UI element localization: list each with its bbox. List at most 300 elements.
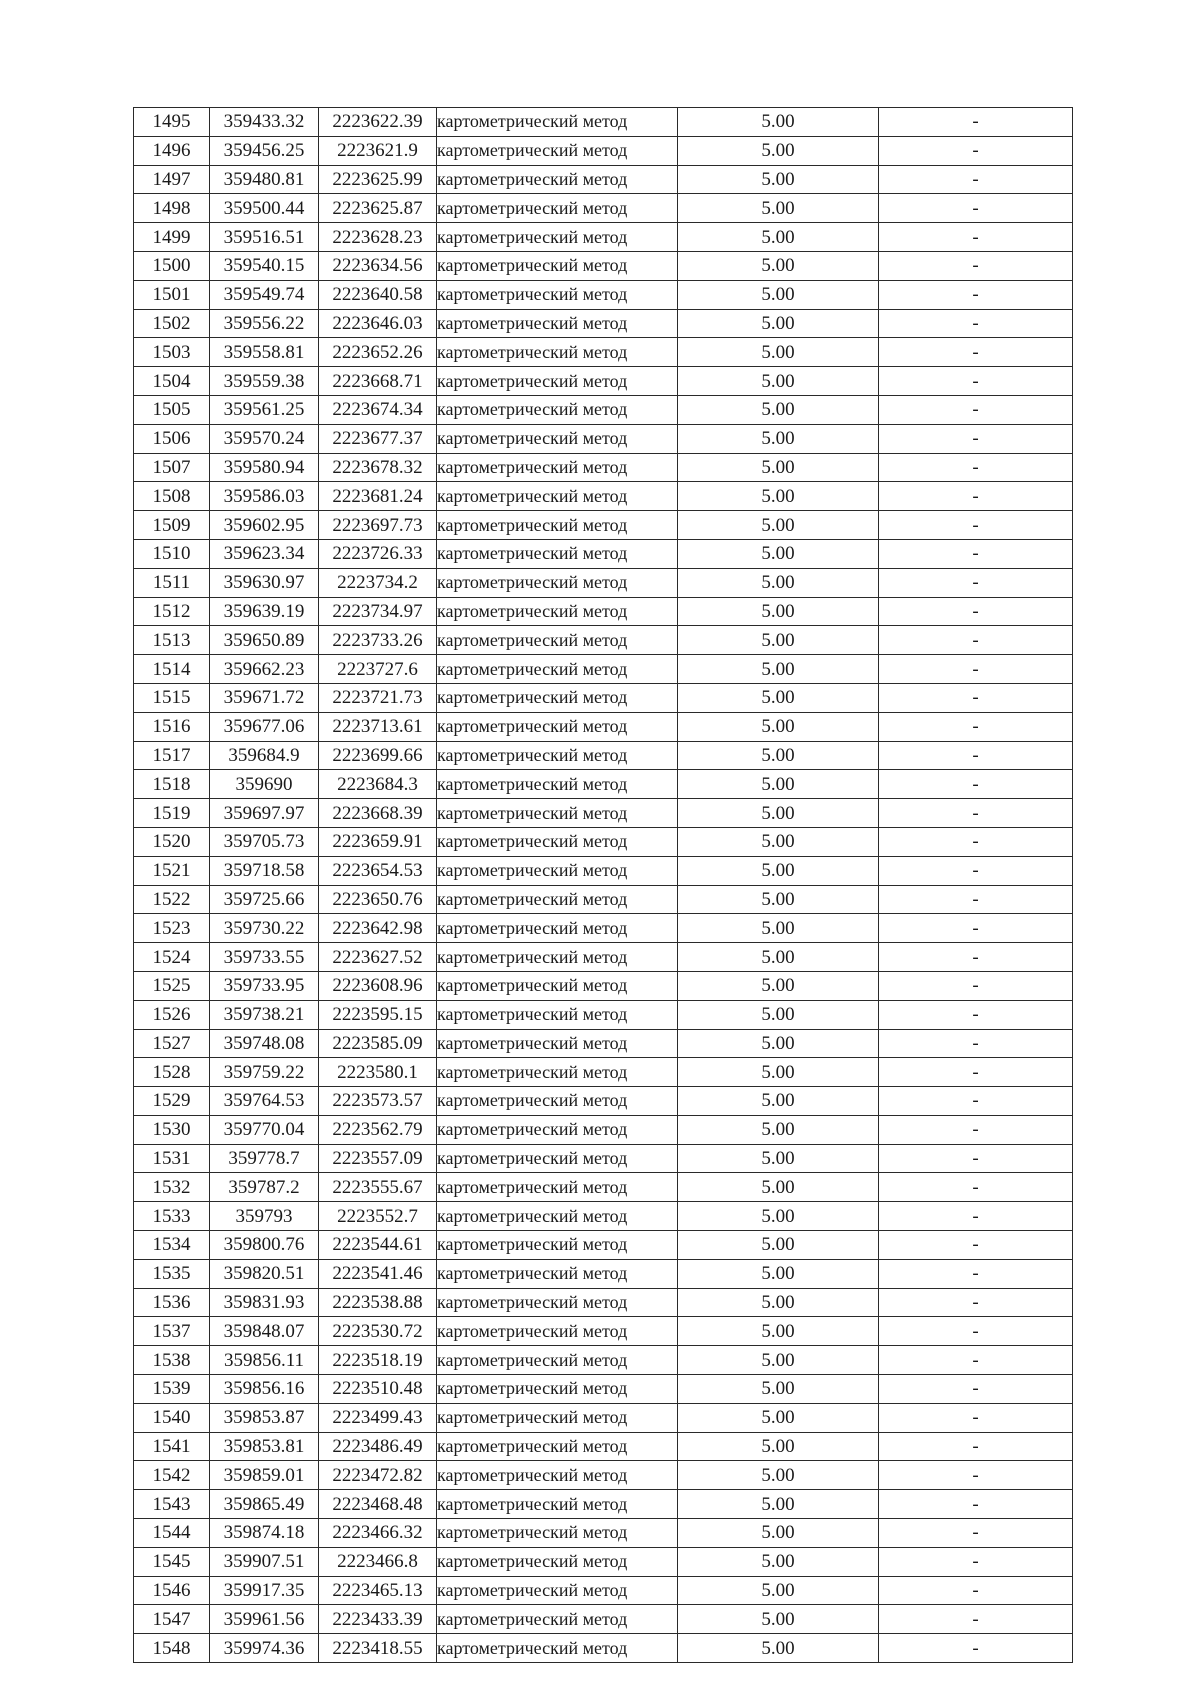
table-row (134, 1202, 1073, 1231)
accuracy-cell: 5.00 (678, 539, 879, 568)
method-cell: картометрический метод (437, 1259, 678, 1288)
description-cell: - (879, 1547, 1073, 1576)
description-cell: - (879, 770, 1073, 799)
table-row (134, 1317, 1073, 1346)
description-cell: - (879, 1087, 1073, 1116)
point-number-cell: 1547 (134, 1605, 210, 1634)
accuracy-cell: 5.00 (678, 108, 879, 137)
description-cell: - (879, 943, 1073, 972)
description-cell: - (879, 1173, 1073, 1202)
x-coordinate-cell: 359730.22 (210, 914, 319, 943)
description-cell: - (879, 1288, 1073, 1317)
method-cell: картометрический метод (437, 971, 678, 1000)
point-number-cell: 1508 (134, 482, 210, 511)
method-cell: картометрический метод (437, 712, 678, 741)
point-number-cell: 1509 (134, 511, 210, 540)
table-row (134, 885, 1073, 914)
description-cell: - (879, 1202, 1073, 1231)
coordinates-table (133, 107, 1073, 1663)
accuracy-cell: 5.00 (678, 971, 879, 1000)
point-number-cell: 1512 (134, 597, 210, 626)
description-cell: - (879, 712, 1073, 741)
point-number-cell: 1506 (134, 424, 210, 453)
description-cell: - (879, 108, 1073, 137)
description-cell: - (879, 655, 1073, 684)
y-coordinate-cell: 2223654.53 (319, 856, 437, 885)
accuracy-cell: 5.00 (678, 1519, 879, 1548)
x-coordinate-cell: 359677.06 (210, 712, 319, 741)
table-row (134, 1115, 1073, 1144)
method-cell: картометрический метод (437, 770, 678, 799)
description-cell: - (879, 971, 1073, 1000)
point-number-cell: 1548 (134, 1634, 210, 1663)
point-number-cell: 1533 (134, 1202, 210, 1231)
table-row (134, 1346, 1073, 1375)
x-coordinate-cell: 359671.72 (210, 683, 319, 712)
y-coordinate-cell: 2223544.61 (319, 1231, 437, 1260)
point-number-cell: 1513 (134, 626, 210, 655)
y-coordinate-cell: 2223642.98 (319, 914, 437, 943)
y-coordinate-cell: 2223699.66 (319, 741, 437, 770)
accuracy-cell: 5.00 (678, 251, 879, 280)
table-row (134, 1547, 1073, 1576)
point-number-cell: 1530 (134, 1115, 210, 1144)
description-cell: - (879, 597, 1073, 626)
x-coordinate-cell: 359500.44 (210, 194, 319, 223)
x-coordinate-cell: 359787.2 (210, 1173, 319, 1202)
x-coordinate-cell: 359865.49 (210, 1490, 319, 1519)
y-coordinate-cell: 2223518.19 (319, 1346, 437, 1375)
point-number-cell: 1500 (134, 251, 210, 280)
table-row (134, 280, 1073, 309)
method-cell: картометрический метод (437, 280, 678, 309)
x-coordinate-cell: 359456.25 (210, 136, 319, 165)
point-number-cell: 1527 (134, 1029, 210, 1058)
table-row (134, 223, 1073, 252)
accuracy-cell: 5.00 (678, 1173, 879, 1202)
method-cell: картометрический метод (437, 943, 678, 972)
y-coordinate-cell: 2223652.26 (319, 338, 437, 367)
y-coordinate-cell: 2223562.79 (319, 1115, 437, 1144)
point-number-cell: 1520 (134, 827, 210, 856)
description-cell: - (879, 309, 1073, 338)
table-row (134, 1375, 1073, 1404)
method-cell: картометрический метод (437, 1115, 678, 1144)
x-coordinate-cell: 359650.89 (210, 626, 319, 655)
description-cell: - (879, 338, 1073, 367)
description-cell: - (879, 1029, 1073, 1058)
method-cell: картометрический метод (437, 1346, 678, 1375)
accuracy-cell: 5.00 (678, 1634, 879, 1663)
description-cell: - (879, 395, 1073, 424)
y-coordinate-cell: 2223668.71 (319, 367, 437, 396)
point-number-cell: 1546 (134, 1576, 210, 1605)
x-coordinate-cell: 359570.24 (210, 424, 319, 453)
method-cell: картометрический метод (437, 1576, 678, 1605)
y-coordinate-cell: 2223640.58 (319, 280, 437, 309)
x-coordinate-cell: 359433.32 (210, 108, 319, 137)
accuracy-cell: 5.00 (678, 165, 879, 194)
method-cell: картометрический метод (437, 568, 678, 597)
x-coordinate-cell: 359874.18 (210, 1519, 319, 1548)
point-number-cell: 1524 (134, 943, 210, 972)
accuracy-cell: 5.00 (678, 770, 879, 799)
accuracy-cell: 5.00 (678, 856, 879, 885)
method-cell: картометрический метод (437, 1432, 678, 1461)
method-cell: картометрический метод (437, 251, 678, 280)
y-coordinate-cell: 2223468.48 (319, 1490, 437, 1519)
accuracy-cell: 5.00 (678, 280, 879, 309)
accuracy-cell: 5.00 (678, 1547, 879, 1576)
accuracy-cell: 5.00 (678, 885, 879, 914)
point-number-cell: 1523 (134, 914, 210, 943)
accuracy-cell: 5.00 (678, 1461, 879, 1490)
description-cell: - (879, 885, 1073, 914)
point-number-cell: 1519 (134, 799, 210, 828)
y-coordinate-cell: 2223466.32 (319, 1519, 437, 1548)
table-row (134, 1144, 1073, 1173)
x-coordinate-cell: 359690 (210, 770, 319, 799)
accuracy-cell: 5.00 (678, 597, 879, 626)
accuracy-cell: 5.00 (678, 511, 879, 540)
description-cell: - (879, 539, 1073, 568)
accuracy-cell: 5.00 (678, 1576, 879, 1605)
point-number-cell: 1501 (134, 280, 210, 309)
y-coordinate-cell: 2223510.48 (319, 1375, 437, 1404)
x-coordinate-cell: 359748.08 (210, 1029, 319, 1058)
x-coordinate-cell: 359733.55 (210, 943, 319, 972)
method-cell: картометрический метод (437, 1144, 678, 1173)
x-coordinate-cell: 359662.23 (210, 655, 319, 684)
accuracy-cell: 5.00 (678, 1144, 879, 1173)
y-coordinate-cell: 2223627.52 (319, 943, 437, 972)
point-number-cell: 1538 (134, 1346, 210, 1375)
y-coordinate-cell: 2223734.2 (319, 568, 437, 597)
accuracy-cell: 5.00 (678, 1029, 879, 1058)
table-row (134, 655, 1073, 684)
point-number-cell: 1525 (134, 971, 210, 1000)
x-coordinate-cell: 359778.7 (210, 1144, 319, 1173)
point-number-cell: 1536 (134, 1288, 210, 1317)
y-coordinate-cell: 2223552.7 (319, 1202, 437, 1231)
method-cell: картометрический метод (437, 194, 678, 223)
table-row (134, 827, 1073, 856)
x-coordinate-cell: 359820.51 (210, 1259, 319, 1288)
x-coordinate-cell: 359738.21 (210, 1000, 319, 1029)
description-cell: - (879, 683, 1073, 712)
table-row (134, 856, 1073, 885)
description-cell: - (879, 1231, 1073, 1260)
method-cell: картометрический метод (437, 108, 678, 137)
point-number-cell: 1535 (134, 1259, 210, 1288)
x-coordinate-cell: 359697.97 (210, 799, 319, 828)
point-number-cell: 1497 (134, 165, 210, 194)
description-cell: - (879, 1461, 1073, 1490)
accuracy-cell: 5.00 (678, 712, 879, 741)
point-number-cell: 1541 (134, 1432, 210, 1461)
y-coordinate-cell: 2223621.9 (319, 136, 437, 165)
accuracy-cell: 5.00 (678, 194, 879, 223)
table-row (134, 482, 1073, 511)
y-coordinate-cell: 2223659.91 (319, 827, 437, 856)
x-coordinate-cell: 359630.97 (210, 568, 319, 597)
method-cell: картометрический метод (437, 914, 678, 943)
accuracy-cell: 5.00 (678, 943, 879, 972)
table-row (134, 1288, 1073, 1317)
point-number-cell: 1518 (134, 770, 210, 799)
description-cell: - (879, 511, 1073, 540)
y-coordinate-cell: 2223433.39 (319, 1605, 437, 1634)
description-cell: - (879, 424, 1073, 453)
table-row (134, 971, 1073, 1000)
y-coordinate-cell: 2223650.76 (319, 885, 437, 914)
accuracy-cell: 5.00 (678, 1605, 879, 1634)
point-number-cell: 1544 (134, 1519, 210, 1548)
table-row (134, 1490, 1073, 1519)
method-cell: картометрический метод (437, 1375, 678, 1404)
x-coordinate-cell: 359558.81 (210, 338, 319, 367)
y-coordinate-cell: 2223733.26 (319, 626, 437, 655)
method-cell: картометрический метод (437, 424, 678, 453)
accuracy-cell: 5.00 (678, 309, 879, 338)
y-coordinate-cell: 2223713.61 (319, 712, 437, 741)
method-cell: картометрический метод (437, 683, 678, 712)
x-coordinate-cell: 359961.56 (210, 1605, 319, 1634)
method-cell: картометрический метод (437, 1202, 678, 1231)
x-coordinate-cell: 359684.9 (210, 741, 319, 770)
x-coordinate-cell: 359705.73 (210, 827, 319, 856)
x-coordinate-cell: 359718.58 (210, 856, 319, 885)
point-number-cell: 1516 (134, 712, 210, 741)
x-coordinate-cell: 359848.07 (210, 1317, 319, 1346)
x-coordinate-cell: 359556.22 (210, 309, 319, 338)
accuracy-cell: 5.00 (678, 827, 879, 856)
table-row (134, 626, 1073, 655)
method-cell: картометрический метод (437, 1029, 678, 1058)
x-coordinate-cell: 359516.51 (210, 223, 319, 252)
method-cell: картометрический метод (437, 827, 678, 856)
method-cell: картометрический метод (437, 1231, 678, 1260)
point-number-cell: 1515 (134, 683, 210, 712)
y-coordinate-cell: 2223472.82 (319, 1461, 437, 1490)
accuracy-cell: 5.00 (678, 799, 879, 828)
description-cell: - (879, 1576, 1073, 1605)
y-coordinate-cell: 2223684.3 (319, 770, 437, 799)
table-row (134, 1605, 1073, 1634)
coordinates-table-body (134, 108, 1073, 1663)
table-row (134, 194, 1073, 223)
point-number-cell: 1529 (134, 1087, 210, 1116)
method-cell: картометрический метод (437, 223, 678, 252)
table-row (134, 568, 1073, 597)
point-number-cell: 1539 (134, 1375, 210, 1404)
method-cell: картометрический метод (437, 1547, 678, 1576)
method-cell: картометрический метод (437, 136, 678, 165)
description-cell: - (879, 367, 1073, 396)
accuracy-cell: 5.00 (678, 453, 879, 482)
x-coordinate-cell: 359974.36 (210, 1634, 319, 1663)
table-row (134, 367, 1073, 396)
y-coordinate-cell: 2223538.88 (319, 1288, 437, 1317)
x-coordinate-cell: 359853.87 (210, 1403, 319, 1432)
table-row (134, 453, 1073, 482)
table-row (134, 1519, 1073, 1548)
method-cell: картометрический метод (437, 367, 678, 396)
description-cell: - (879, 280, 1073, 309)
x-coordinate-cell: 359764.53 (210, 1087, 319, 1116)
x-coordinate-cell: 359859.01 (210, 1461, 319, 1490)
description-cell: - (879, 251, 1073, 280)
x-coordinate-cell: 359759.22 (210, 1058, 319, 1087)
x-coordinate-cell: 359639.19 (210, 597, 319, 626)
x-coordinate-cell: 359733.95 (210, 971, 319, 1000)
point-number-cell: 1521 (134, 856, 210, 885)
table-row (134, 539, 1073, 568)
point-number-cell: 1537 (134, 1317, 210, 1346)
method-cell: картометрический метод (437, 1519, 678, 1548)
description-cell: - (879, 1346, 1073, 1375)
accuracy-cell: 5.00 (678, 1375, 879, 1404)
y-coordinate-cell: 2223677.37 (319, 424, 437, 453)
method-cell: картометрический метод (437, 1058, 678, 1087)
y-coordinate-cell: 2223580.1 (319, 1058, 437, 1087)
table-row (134, 770, 1073, 799)
x-coordinate-cell: 359549.74 (210, 280, 319, 309)
point-number-cell: 1505 (134, 395, 210, 424)
accuracy-cell: 5.00 (678, 136, 879, 165)
description-cell: - (879, 1058, 1073, 1087)
description-cell: - (879, 1432, 1073, 1461)
accuracy-cell: 5.00 (678, 1058, 879, 1087)
description-cell: - (879, 136, 1073, 165)
accuracy-cell: 5.00 (678, 395, 879, 424)
method-cell: картометрический метод (437, 453, 678, 482)
table-row (134, 309, 1073, 338)
table-row (134, 1231, 1073, 1260)
point-number-cell: 1540 (134, 1403, 210, 1432)
accuracy-cell: 5.00 (678, 1288, 879, 1317)
table-row (134, 799, 1073, 828)
y-coordinate-cell: 2223530.72 (319, 1317, 437, 1346)
table-row (134, 108, 1073, 137)
table-row (134, 1058, 1073, 1087)
y-coordinate-cell: 2223555.67 (319, 1173, 437, 1202)
y-coordinate-cell: 2223595.15 (319, 1000, 437, 1029)
description-cell: - (879, 827, 1073, 856)
accuracy-cell: 5.00 (678, 568, 879, 597)
table-row (134, 1029, 1073, 1058)
method-cell: картометрический метод (437, 1317, 678, 1346)
accuracy-cell: 5.00 (678, 1087, 879, 1116)
method-cell: картометрический метод (437, 1000, 678, 1029)
description-cell: - (879, 568, 1073, 597)
method-cell: картометрический метод (437, 338, 678, 367)
description-cell: - (879, 1000, 1073, 1029)
y-coordinate-cell: 2223585.09 (319, 1029, 437, 1058)
y-coordinate-cell: 2223628.23 (319, 223, 437, 252)
table-row (134, 943, 1073, 972)
x-coordinate-cell: 359580.94 (210, 453, 319, 482)
description-cell: - (879, 1115, 1073, 1144)
point-number-cell: 1503 (134, 338, 210, 367)
table-row (134, 1576, 1073, 1605)
y-coordinate-cell: 2223573.57 (319, 1087, 437, 1116)
point-number-cell: 1534 (134, 1231, 210, 1260)
method-cell: картометрический метод (437, 309, 678, 338)
accuracy-cell: 5.00 (678, 914, 879, 943)
point-number-cell: 1499 (134, 223, 210, 252)
table-row (134, 712, 1073, 741)
table-row (134, 511, 1073, 540)
table-row (134, 683, 1073, 712)
point-number-cell: 1522 (134, 885, 210, 914)
accuracy-cell: 5.00 (678, 482, 879, 511)
method-cell: картометрический метод (437, 395, 678, 424)
x-coordinate-cell: 359770.04 (210, 1115, 319, 1144)
accuracy-cell: 5.00 (678, 1115, 879, 1144)
point-number-cell: 1496 (134, 136, 210, 165)
x-coordinate-cell: 359853.81 (210, 1432, 319, 1461)
point-number-cell: 1504 (134, 367, 210, 396)
y-coordinate-cell: 2223418.55 (319, 1634, 437, 1663)
x-coordinate-cell: 359907.51 (210, 1547, 319, 1576)
point-number-cell: 1498 (134, 194, 210, 223)
point-number-cell: 1526 (134, 1000, 210, 1029)
method-cell: картометрический метод (437, 597, 678, 626)
table-row (134, 251, 1073, 280)
table-row (134, 1000, 1073, 1029)
method-cell: картометрический метод (437, 1403, 678, 1432)
description-cell: - (879, 1490, 1073, 1519)
accuracy-cell: 5.00 (678, 338, 879, 367)
point-number-cell: 1511 (134, 568, 210, 597)
point-number-cell: 1545 (134, 1547, 210, 1576)
table-row (134, 395, 1073, 424)
description-cell: - (879, 453, 1073, 482)
accuracy-cell: 5.00 (678, 424, 879, 453)
point-number-cell: 1532 (134, 1173, 210, 1202)
y-coordinate-cell: 2223622.39 (319, 108, 437, 137)
y-coordinate-cell: 2223486.49 (319, 1432, 437, 1461)
y-coordinate-cell: 2223726.33 (319, 539, 437, 568)
description-cell: - (879, 1317, 1073, 1346)
point-number-cell: 1542 (134, 1461, 210, 1490)
x-coordinate-cell: 359586.03 (210, 482, 319, 511)
x-coordinate-cell: 359831.93 (210, 1288, 319, 1317)
method-cell: картометрический метод (437, 856, 678, 885)
x-coordinate-cell: 359559.38 (210, 367, 319, 396)
method-cell: картометрический метод (437, 741, 678, 770)
y-coordinate-cell: 2223646.03 (319, 309, 437, 338)
method-cell: картометрический метод (437, 511, 678, 540)
method-cell: картометрический метод (437, 799, 678, 828)
table-row (134, 165, 1073, 194)
x-coordinate-cell: 359480.81 (210, 165, 319, 194)
table-row (134, 424, 1073, 453)
table-row (134, 338, 1073, 367)
y-coordinate-cell: 2223499.43 (319, 1403, 437, 1432)
description-cell: - (879, 799, 1073, 828)
x-coordinate-cell: 359800.76 (210, 1231, 319, 1260)
x-coordinate-cell: 359623.34 (210, 539, 319, 568)
method-cell: картометрический метод (437, 1087, 678, 1116)
y-coordinate-cell: 2223608.96 (319, 971, 437, 1000)
point-number-cell: 1543 (134, 1490, 210, 1519)
point-number-cell: 1531 (134, 1144, 210, 1173)
y-coordinate-cell: 2223557.09 (319, 1144, 437, 1173)
accuracy-cell: 5.00 (678, 1432, 879, 1461)
description-cell: - (879, 626, 1073, 655)
